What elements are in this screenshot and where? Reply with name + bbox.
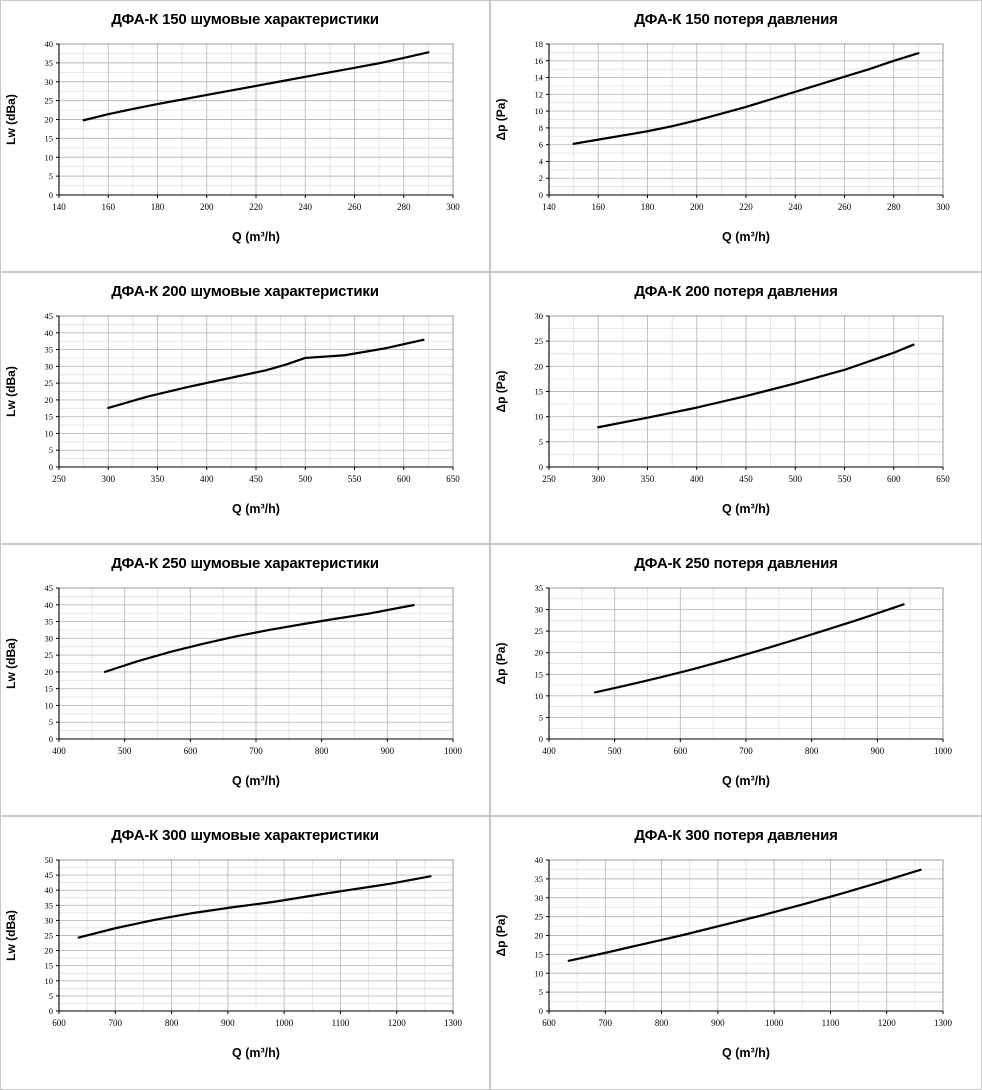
y-axis-label: Δp (Pa) bbox=[494, 370, 508, 413]
svg-text:10: 10 bbox=[534, 106, 543, 117]
svg-text:30: 30 bbox=[534, 892, 543, 903]
svg-text:600: 600 bbox=[397, 474, 411, 484]
svg-text:220: 220 bbox=[249, 202, 263, 212]
svg-text:160: 160 bbox=[591, 202, 605, 212]
svg-text:650: 650 bbox=[936, 474, 950, 484]
plot-area-4 bbox=[1, 572, 489, 797]
svg-text:450: 450 bbox=[249, 474, 263, 484]
x-axis-label: Q (m³/h) bbox=[722, 774, 770, 788]
chart-panel-5 bbox=[490, 544, 982, 816]
svg-text:10: 10 bbox=[534, 968, 543, 979]
svg-text:35: 35 bbox=[44, 900, 53, 911]
svg-text:600: 600 bbox=[183, 746, 198, 756]
svg-text:20: 20 bbox=[534, 930, 543, 941]
svg-text:0: 0 bbox=[48, 462, 53, 472]
plot-area-5 bbox=[491, 572, 981, 797]
svg-text:15: 15 bbox=[44, 411, 53, 422]
svg-text:500: 500 bbox=[298, 474, 312, 484]
svg-text:0: 0 bbox=[48, 190, 53, 200]
svg-text:50: 50 bbox=[44, 855, 53, 865]
svg-text:12: 12 bbox=[534, 89, 543, 100]
svg-text:140: 140 bbox=[52, 202, 66, 212]
chart-svg bbox=[491, 844, 961, 1069]
plot-area-2 bbox=[1, 300, 489, 525]
svg-text:180: 180 bbox=[640, 202, 655, 212]
svg-text:400: 400 bbox=[200, 474, 214, 484]
svg-text:5: 5 bbox=[48, 171, 53, 182]
svg-text:0: 0 bbox=[538, 462, 543, 472]
svg-text:35: 35 bbox=[44, 616, 53, 627]
svg-text:25: 25 bbox=[534, 911, 543, 922]
svg-text:280: 280 bbox=[397, 202, 411, 212]
svg-text:25: 25 bbox=[44, 930, 53, 941]
svg-text:15: 15 bbox=[44, 683, 53, 694]
svg-text:400: 400 bbox=[542, 746, 556, 756]
svg-text:8: 8 bbox=[538, 122, 543, 133]
svg-text:1000: 1000 bbox=[934, 746, 952, 756]
svg-text:4: 4 bbox=[538, 156, 543, 167]
svg-text:2: 2 bbox=[538, 173, 543, 184]
svg-text:220: 220 bbox=[739, 202, 753, 212]
svg-text:600: 600 bbox=[542, 1018, 556, 1028]
svg-text:550: 550 bbox=[837, 474, 852, 484]
svg-text:20: 20 bbox=[44, 666, 53, 677]
svg-text:25: 25 bbox=[44, 95, 53, 106]
svg-text:35: 35 bbox=[44, 57, 53, 68]
svg-text:5: 5 bbox=[538, 987, 543, 998]
svg-text:1300: 1300 bbox=[934, 1018, 952, 1028]
chart-svg bbox=[491, 28, 961, 253]
plot-area-6 bbox=[1, 844, 489, 1069]
chart-title: ДФА-К 150 шумовые характеристики bbox=[111, 11, 379, 28]
svg-text:0: 0 bbox=[48, 1006, 53, 1016]
svg-text:700: 700 bbox=[108, 1018, 123, 1028]
chart-title: ДФА-К 150 потеря давления bbox=[634, 11, 838, 28]
svg-text:500: 500 bbox=[607, 746, 622, 756]
svg-text:200: 200 bbox=[200, 202, 214, 212]
svg-text:10: 10 bbox=[44, 700, 53, 711]
chart-panel-1 bbox=[490, 0, 982, 272]
svg-text:0: 0 bbox=[48, 734, 53, 744]
svg-text:6: 6 bbox=[538, 139, 543, 150]
svg-text:280: 280 bbox=[887, 202, 901, 212]
svg-text:300: 300 bbox=[446, 202, 460, 212]
svg-text:260: 260 bbox=[837, 202, 852, 212]
plot-area-1 bbox=[491, 28, 981, 253]
svg-text:40: 40 bbox=[44, 599, 53, 610]
chart-panel-6 bbox=[0, 816, 490, 1090]
svg-text:30: 30 bbox=[44, 915, 53, 926]
svg-text:1100: 1100 bbox=[821, 1018, 840, 1028]
svg-text:300: 300 bbox=[591, 474, 605, 484]
svg-text:240: 240 bbox=[788, 202, 802, 212]
chart-svg bbox=[1, 572, 471, 797]
svg-text:1000: 1000 bbox=[444, 746, 462, 756]
chart-panel-3 bbox=[490, 272, 982, 544]
svg-text:30: 30 bbox=[44, 76, 53, 87]
svg-text:0: 0 bbox=[538, 190, 543, 200]
chart-panel-2 bbox=[0, 272, 490, 544]
chart-title: ДФА-К 300 шумовые характеристики bbox=[111, 827, 379, 844]
svg-text:25: 25 bbox=[534, 626, 543, 637]
y-axis-label: Lw (dBa) bbox=[4, 638, 18, 689]
x-axis-label: Q (m³/h) bbox=[722, 1046, 770, 1060]
svg-text:550: 550 bbox=[347, 474, 362, 484]
svg-text:25: 25 bbox=[44, 650, 53, 661]
svg-text:16: 16 bbox=[534, 55, 543, 66]
chart-panel-4 bbox=[0, 544, 490, 816]
svg-text:10: 10 bbox=[44, 152, 53, 163]
svg-text:20: 20 bbox=[534, 361, 543, 372]
x-axis-label: Q (m³/h) bbox=[232, 1046, 280, 1060]
svg-text:900: 900 bbox=[711, 1018, 725, 1028]
svg-text:700: 700 bbox=[598, 1018, 613, 1028]
svg-text:200: 200 bbox=[690, 202, 704, 212]
svg-text:0: 0 bbox=[538, 734, 543, 744]
x-axis-label: Q (m³/h) bbox=[232, 502, 280, 516]
svg-text:30: 30 bbox=[44, 361, 53, 372]
svg-text:250: 250 bbox=[542, 474, 556, 484]
svg-text:1200: 1200 bbox=[387, 1018, 406, 1028]
chart-panel-7 bbox=[490, 816, 982, 1090]
svg-text:1100: 1100 bbox=[331, 1018, 350, 1028]
svg-text:30: 30 bbox=[534, 311, 543, 321]
svg-text:800: 800 bbox=[804, 746, 819, 756]
chart-svg bbox=[491, 300, 961, 525]
svg-text:250: 250 bbox=[52, 474, 66, 484]
svg-text:800: 800 bbox=[314, 746, 329, 756]
chart-panel-0 bbox=[0, 0, 490, 272]
svg-text:5: 5 bbox=[48, 445, 53, 456]
svg-text:350: 350 bbox=[640, 474, 655, 484]
svg-text:1300: 1300 bbox=[444, 1018, 462, 1028]
svg-text:500: 500 bbox=[788, 474, 802, 484]
svg-text:500: 500 bbox=[117, 746, 132, 756]
svg-text:30: 30 bbox=[44, 633, 53, 644]
chart-svg bbox=[1, 300, 471, 525]
svg-text:20: 20 bbox=[534, 647, 543, 658]
x-axis-label: Q (m³/h) bbox=[722, 502, 770, 516]
svg-text:35: 35 bbox=[44, 344, 53, 355]
svg-text:700: 700 bbox=[739, 746, 753, 756]
svg-text:600: 600 bbox=[52, 1018, 66, 1028]
plot-area-0 bbox=[1, 28, 489, 253]
svg-text:15: 15 bbox=[534, 386, 543, 397]
svg-text:300: 300 bbox=[101, 474, 115, 484]
svg-text:10: 10 bbox=[534, 411, 543, 422]
svg-text:15: 15 bbox=[44, 133, 53, 144]
y-axis-label: Δp (Pa) bbox=[494, 642, 508, 685]
svg-text:40: 40 bbox=[44, 327, 53, 338]
svg-text:800: 800 bbox=[654, 1018, 669, 1028]
svg-text:40: 40 bbox=[44, 885, 53, 896]
chart-title: ДФА-К 250 потеря давления bbox=[634, 555, 838, 572]
svg-text:35: 35 bbox=[534, 873, 543, 884]
svg-text:25: 25 bbox=[534, 336, 543, 347]
chart-title: ДФА-К 200 потеря давления bbox=[634, 283, 838, 300]
chart-svg bbox=[1, 844, 471, 1069]
svg-text:260: 260 bbox=[347, 202, 362, 212]
svg-text:14: 14 bbox=[534, 72, 543, 83]
x-axis-label: Q (m³/h) bbox=[232, 230, 280, 244]
svg-text:5: 5 bbox=[538, 712, 543, 723]
svg-text:350: 350 bbox=[150, 474, 165, 484]
svg-text:15: 15 bbox=[534, 669, 543, 680]
svg-text:20: 20 bbox=[44, 114, 53, 125]
svg-text:1000: 1000 bbox=[765, 1018, 784, 1028]
svg-text:300: 300 bbox=[936, 202, 950, 212]
svg-text:40: 40 bbox=[44, 39, 53, 49]
svg-text:600: 600 bbox=[887, 474, 901, 484]
chart-svg bbox=[1, 28, 471, 253]
svg-text:35: 35 bbox=[534, 583, 543, 593]
svg-text:700: 700 bbox=[249, 746, 263, 756]
svg-text:10: 10 bbox=[44, 975, 53, 986]
svg-text:900: 900 bbox=[380, 746, 395, 756]
chart-title: ДФА-К 200 шумовые характеристики bbox=[111, 283, 379, 300]
svg-text:400: 400 bbox=[52, 746, 66, 756]
y-axis-label: Lw (dBa) bbox=[4, 94, 18, 145]
svg-text:15: 15 bbox=[44, 960, 53, 971]
chart-title: ДФА-К 300 потеря давления bbox=[634, 827, 838, 844]
y-axis-label: Δp (Pa) bbox=[494, 914, 508, 957]
svg-text:10: 10 bbox=[534, 690, 543, 701]
svg-text:800: 800 bbox=[164, 1018, 179, 1028]
x-axis-label: Q (m³/h) bbox=[722, 230, 770, 244]
svg-text:900: 900 bbox=[221, 1018, 235, 1028]
svg-text:5: 5 bbox=[48, 990, 53, 1001]
svg-text:140: 140 bbox=[542, 202, 556, 212]
x-axis-label: Q (m³/h) bbox=[232, 774, 280, 788]
y-axis-label: Δp (Pa) bbox=[494, 98, 508, 141]
svg-text:45: 45 bbox=[44, 870, 53, 881]
svg-text:18: 18 bbox=[534, 39, 543, 49]
svg-text:180: 180 bbox=[150, 202, 165, 212]
svg-text:30: 30 bbox=[534, 604, 543, 615]
svg-text:400: 400 bbox=[690, 474, 704, 484]
svg-text:25: 25 bbox=[44, 378, 53, 389]
chart-title: ДФА-К 250 шумовые характеристики bbox=[111, 555, 379, 572]
svg-text:10: 10 bbox=[44, 428, 53, 439]
svg-text:45: 45 bbox=[44, 311, 53, 321]
plot-area-7 bbox=[491, 844, 981, 1069]
svg-text:600: 600 bbox=[673, 746, 688, 756]
chart-svg bbox=[491, 572, 961, 797]
svg-text:0: 0 bbox=[538, 1006, 543, 1016]
svg-text:160: 160 bbox=[101, 202, 115, 212]
svg-text:5: 5 bbox=[48, 717, 53, 728]
svg-text:20: 20 bbox=[44, 394, 53, 405]
y-axis-label: Lw (dBa) bbox=[4, 366, 18, 417]
svg-text:15: 15 bbox=[534, 949, 543, 960]
svg-text:1200: 1200 bbox=[877, 1018, 896, 1028]
svg-text:20: 20 bbox=[44, 945, 53, 956]
svg-text:45: 45 bbox=[44, 583, 53, 593]
svg-text:240: 240 bbox=[298, 202, 312, 212]
svg-text:650: 650 bbox=[446, 474, 460, 484]
svg-text:5: 5 bbox=[538, 436, 543, 447]
plot-area-3 bbox=[491, 300, 981, 525]
svg-text:450: 450 bbox=[739, 474, 753, 484]
y-axis-label: Lw (dBa) bbox=[4, 910, 18, 961]
svg-text:1000: 1000 bbox=[275, 1018, 294, 1028]
svg-text:40: 40 bbox=[534, 855, 543, 865]
svg-text:900: 900 bbox=[870, 746, 885, 756]
